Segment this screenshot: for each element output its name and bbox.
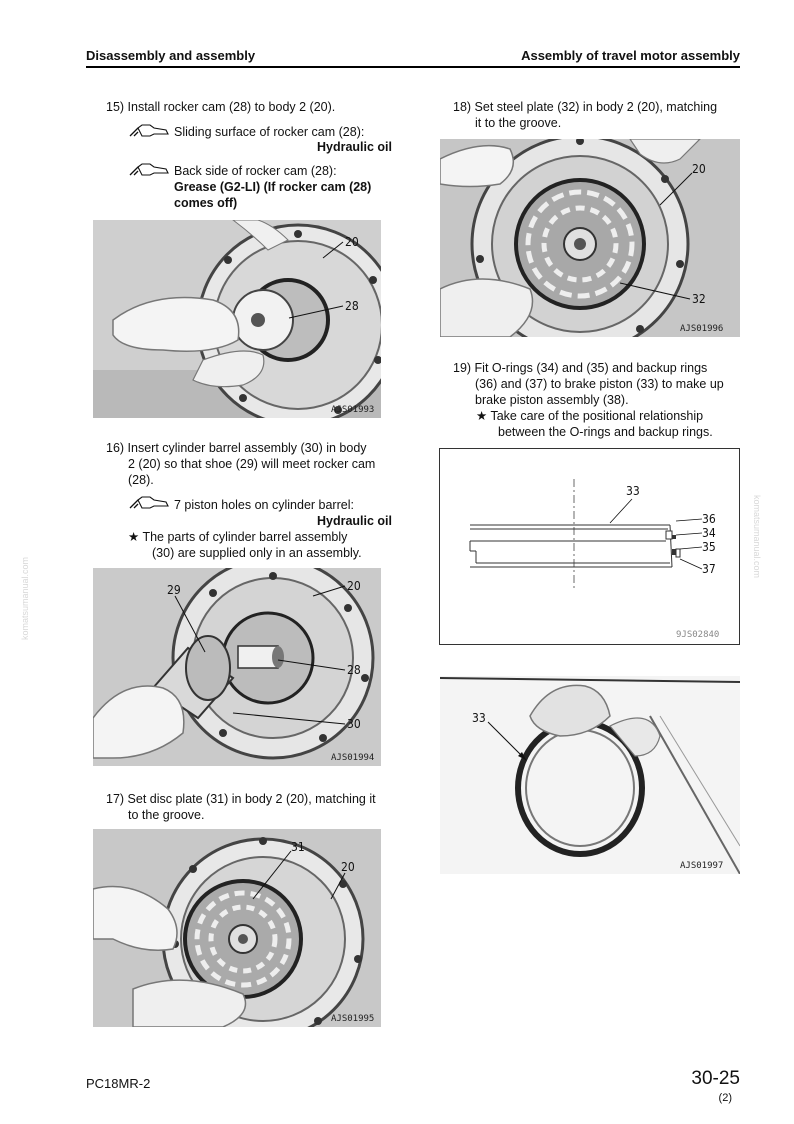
step-15-note-2-text: Back side of rocker cam (28):: [174, 164, 337, 178]
figure-code: AJS01996: [680, 324, 724, 334]
callout-35: 35: [702, 540, 716, 554]
step-19-title-line-1: 19) Fit O-rings (34) and (35) and backup rings: [453, 361, 708, 375]
callout-33: 33: [472, 711, 486, 725]
step-16-note-text: 7 piston holes on cylinder barrel:: [174, 498, 354, 512]
photo-brake-piston-assembly: [440, 676, 740, 874]
figure-code: 9JS02840: [676, 630, 720, 640]
diagram-brake-piston-section: [439, 448, 740, 645]
step-15-note-1-text: Sliding surface of rocker cam (28):: [174, 125, 365, 139]
callout-37: 37: [702, 562, 716, 576]
header-topic-title: Assembly of travel motor assembly: [521, 48, 740, 63]
oil-can-icon: [128, 124, 170, 138]
step-16-star-line-1: ★ The parts of cylinder barrel assembly: [128, 530, 348, 544]
step-18-title-line-2: it to the groove.: [475, 116, 562, 130]
step-17-title-line-1: 17) Set disc plate (31) in body 2 (20), matching it: [106, 792, 376, 806]
callout-28: 28: [345, 299, 359, 313]
callout-36: 36: [702, 512, 716, 526]
step-17-title-line-2: to the groove.: [128, 808, 205, 822]
callout-20: 20: [347, 579, 361, 593]
figure-code: AJS01993: [331, 405, 375, 415]
callout-34: 34: [702, 526, 716, 540]
figure-code: AJS01997: [680, 861, 724, 871]
step-18-title-line-1: 18) Set steel plate (32) in body 2 (20), matching: [453, 100, 718, 114]
figure-code: AJS01994: [331, 753, 375, 763]
step-15-title: 15) Install rocker cam (28) to body 2 (20).: [106, 100, 336, 114]
page-header: [86, 46, 740, 68]
step-19-title-line-2: (36) and (37) to brake piston (33) to make up: [475, 377, 724, 391]
callout-20: 20: [345, 235, 359, 249]
oil-can-icon: [128, 496, 170, 510]
callout-32: 32: [692, 292, 706, 306]
footer-page-number: 30-25: [691, 1068, 740, 1089]
step-19-star-line-2: between the O-rings and backup rings.: [498, 425, 713, 439]
step-19-star-line-1: ★ Take care of the positional relationship: [476, 409, 704, 423]
step-15-note-2-value-line-2: comes off): [174, 196, 238, 210]
callout-28: 28: [347, 663, 361, 677]
step-15-note-1-value: Hydraulic oil: [316, 140, 392, 154]
step-16-star-line-2: (30) are supplied only in an assembly.: [152, 546, 362, 560]
callout-33: 33: [626, 484, 640, 498]
callout-29: 29: [167, 583, 181, 597]
grease-gun-icon: [128, 163, 170, 177]
step-16-note-value: Hydraulic oil: [316, 514, 392, 528]
figure-code: AJS01995: [331, 1014, 375, 1024]
step-16-title-line-3: (28).: [128, 473, 154, 487]
step-19-title-line-3: brake piston assembly (38).: [475, 393, 629, 407]
step-16-title-line-2: 2 (20) so that shoe (29) will meet rocker cam: [128, 457, 376, 471]
photo-cylinder-barrel-insert: [93, 568, 381, 766]
photo-disc-plate-set: [93, 829, 381, 1027]
step-16-title-line-1: 16) Insert cylinder barrel assembly (30) in body: [106, 441, 367, 455]
callout-31: 31: [291, 840, 305, 854]
step-15-note-2-value-line-1: Grease (G2-LI) (If rocker cam (28): [174, 180, 372, 194]
header-section-title: Disassembly and assembly: [86, 48, 256, 63]
callout-30: 30: [347, 717, 361, 731]
footer-revision: (2): [718, 1092, 732, 1104]
photo-rocker-cam-install: [93, 220, 381, 418]
callout-20: 20: [692, 162, 706, 176]
footer-model: PC18MR-2: [86, 1076, 151, 1091]
photo-steel-plate-set: [440, 139, 740, 337]
watermark-left: komatsumanual.com: [20, 556, 30, 640]
callout-20: 20: [341, 860, 355, 874]
watermark-right: komatsumanual.com: [752, 495, 762, 579]
